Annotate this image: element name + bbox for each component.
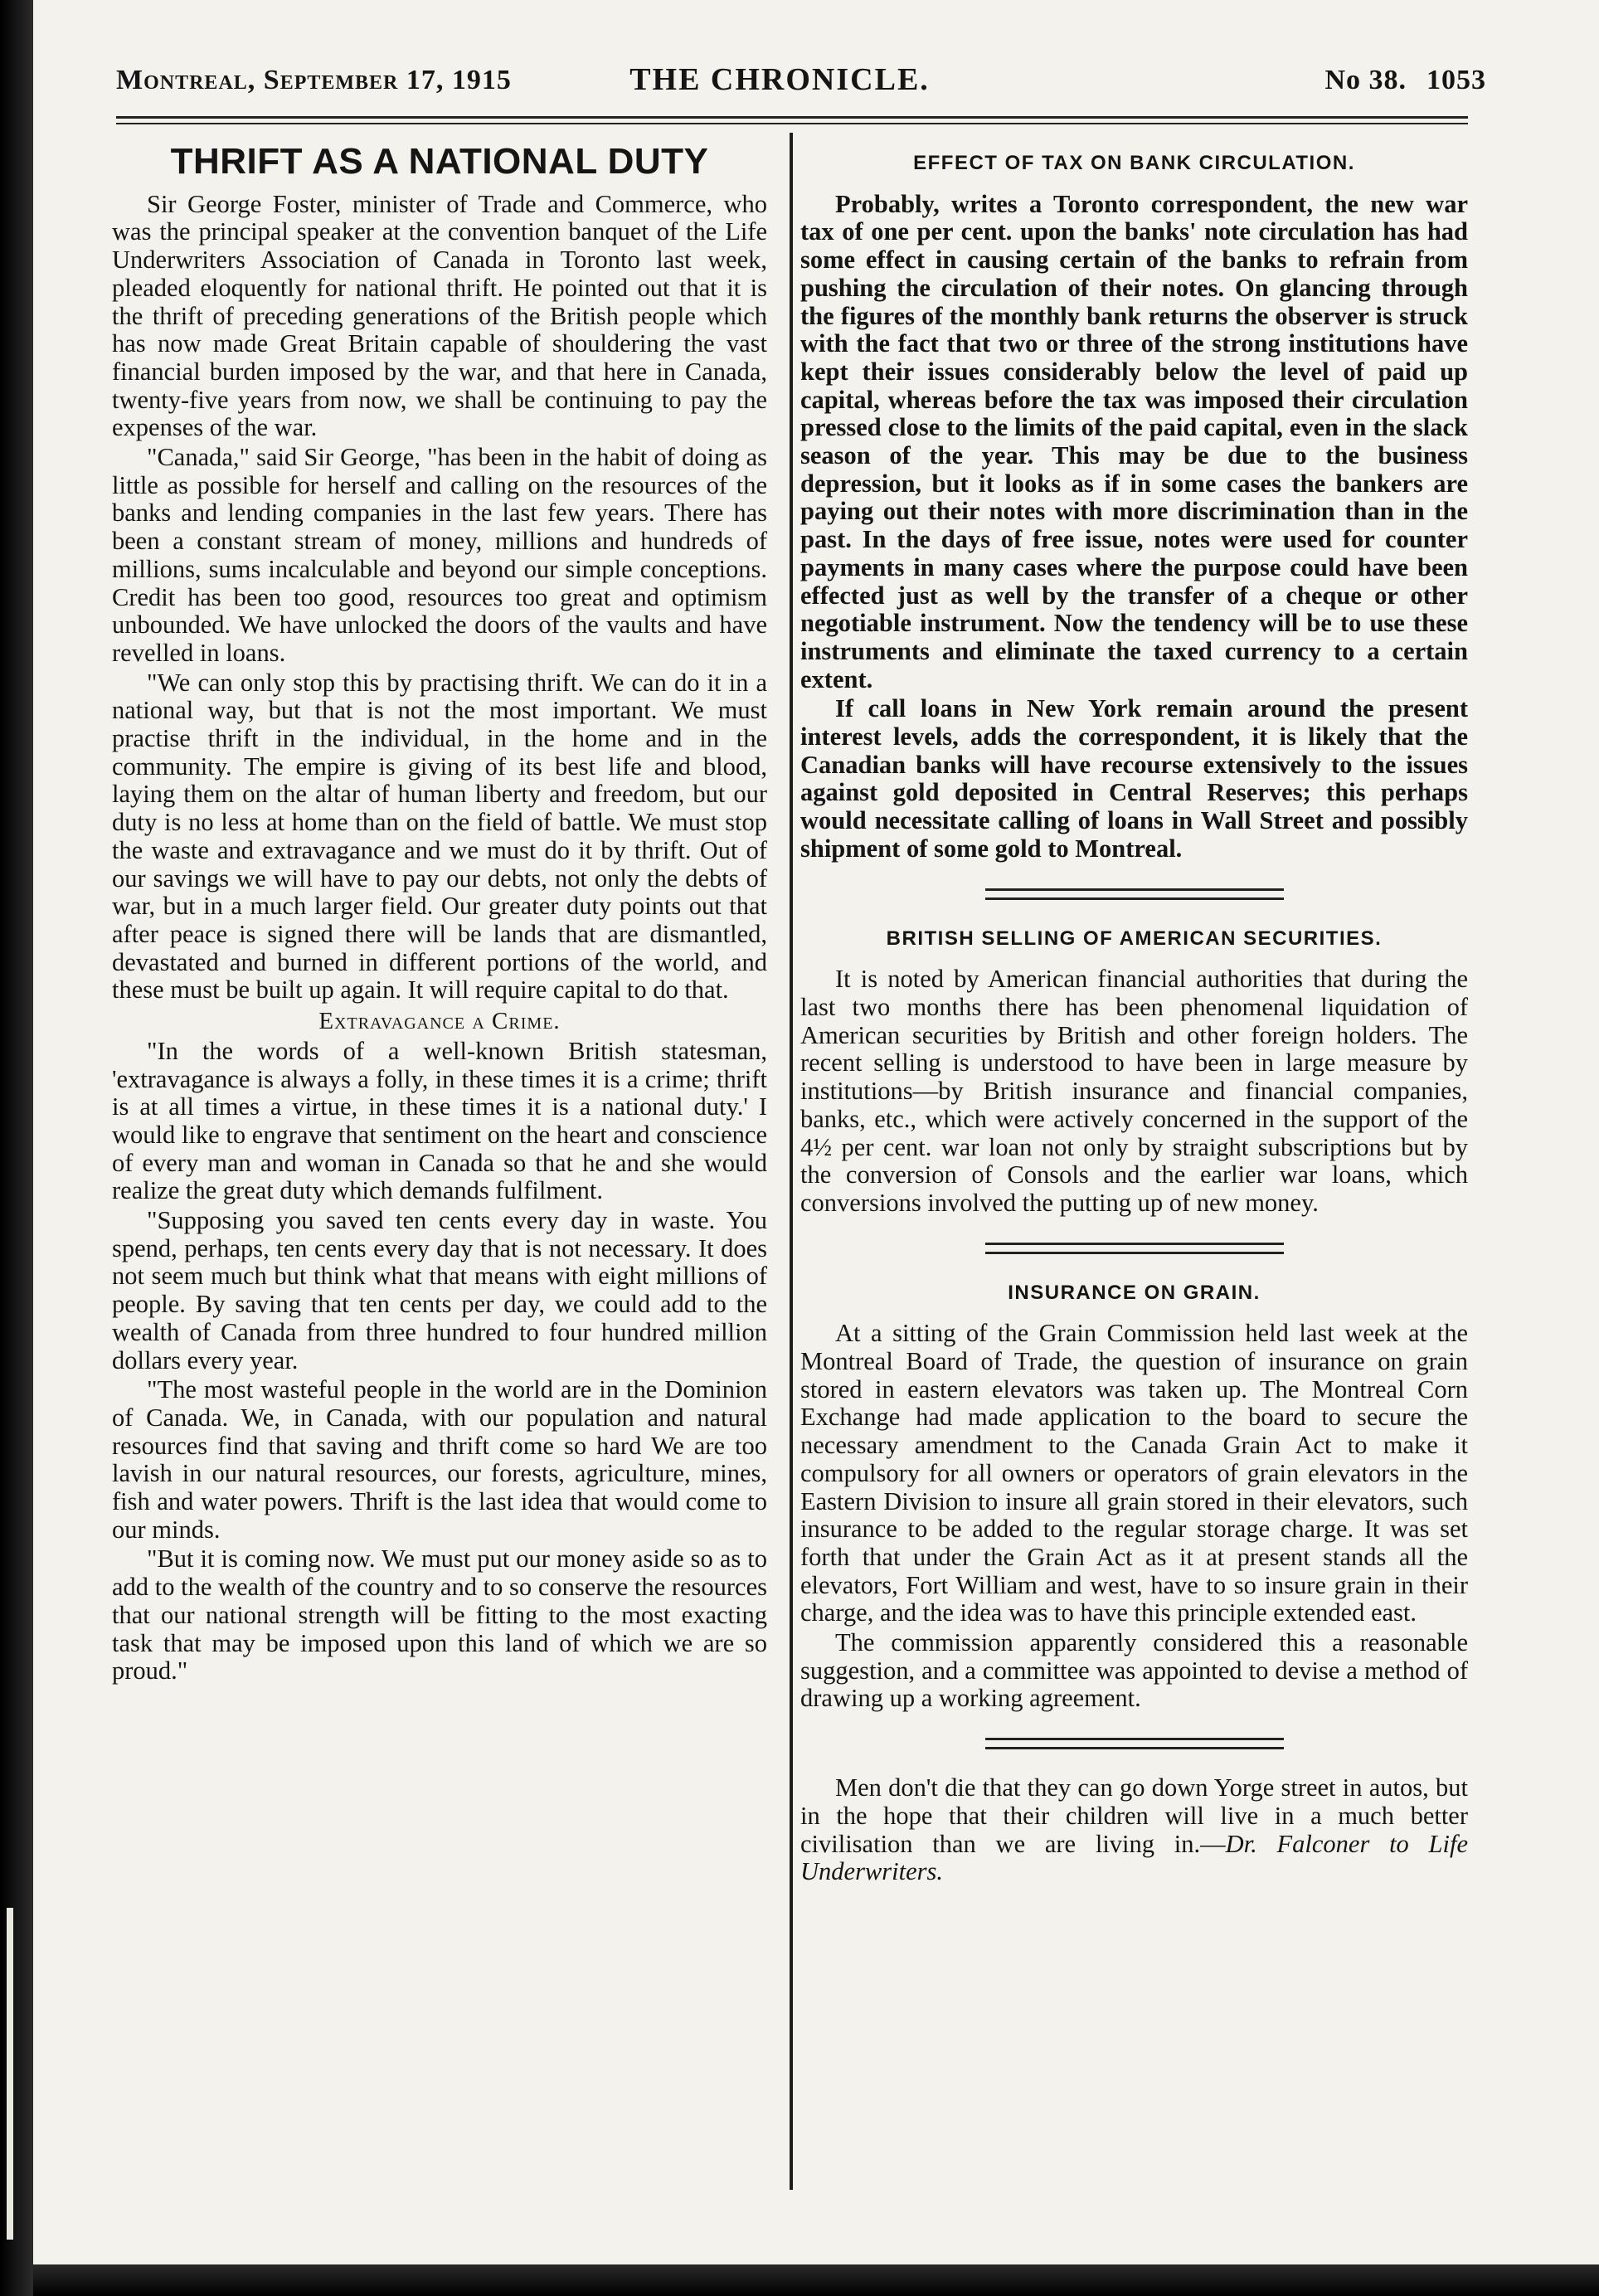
quote-text: Men don't die that they can go down Yorge street in autos, but in the hope that their children will live in a much better civilisation than we are living in.— <box>800 1773 1468 1858</box>
article-paragraph: Probably, writes a Toronto correspondent, the new war tax of one per cent. upon the banks' note circulation has had some effect in causing certain of the banks to refrain from pushing the circulation of their notes. On glancing through the figures of the monthly bank returns the observer is struck with the fact that two or three of the strong institutions have kept their issues considerably below the level of paid up capital, whereas before the tax was imposed their circulation pressed close to the limits of the paid capital, even in the slack season of the year. This may be due to the business depression, but it looks as if in some cases the bankers are paying out their notes with more discrimination than in the past. In the days of free issue, notes were used for counter payments in many cases where the purpose could have been effected just as well by the transfer of a cheque or other negotiable instrument. Now the tendency will be to use these instruments and eliminate the taxed currency to a certain extent. <box>800 189 1468 693</box>
binding-strip <box>7 1908 13 2240</box>
column-divider <box>790 133 793 2190</box>
right-column <box>800 141 1468 1886</box>
issue-number: No 38. <box>1324 65 1407 95</box>
masthead: THE CHRONICLE. <box>629 62 930 97</box>
section-title-bank-circulation: EFFECT OF TAX ON BANK CIRCULATION. <box>913 152 1355 174</box>
section-separator <box>985 1243 1284 1254</box>
article-paragraph: "Supposing you saved ten cents every day in waste. You spend, perhaps, ten cents every day that is not necessary. It does not seem much but think what that means with eight millions of people. By saving that ten cents per day, we could add to the wealth of Canada from three hundred to four hundred million dollars every year. <box>112 1206 767 1374</box>
section-separator <box>985 888 1284 900</box>
article-paragraph: "The most wasteful people in the world are in the Dominion of Canada. We, in Canada, with our population and natural resources find that saving and thrift come so hard We are too lavish in our natural resources, our forests, agriculture, mines, fish and water powers. Thrift is the last idea that would come to our minds. <box>112 1375 767 1544</box>
section-separator <box>985 1738 1284 1749</box>
section-title-grain-insurance: INSURANCE ON GRAIN. <box>1008 1281 1261 1304</box>
article-paragraph: Sir George Foster, minister of Trade and Commerce, who was the principal speaker at the convention banquet of the Life Underwriters Association of Canada in Toronto last week, pleaded eloquently for national thrift. He pointed out that it is the thrift of preceding generations of the British people which has now made Great Britain capable of shouldering the vast financial burden imposed by the war, and that here in Canada, twenty-five years from now, we shall be continuing to pay the expenses of the war. <box>112 189 767 442</box>
article-paragraph: The commission apparently considered this a reasonable suggestion, and a committee was appointed to devise a method of drawing up a working agreement. <box>800 1628 1468 1713</box>
closing-quote <box>800 1774 1468 1886</box>
quote-attribution: Dr. Falconer to Life Underwriters. <box>800 1829 1468 1886</box>
article-paragraph: "In the words of a well-known British statesman, 'extravagance is always a folly, in these times it is a crime; thrift is at all times a virtue, in these times it is a national duty.' I would like to engrave that sentiment on the heart and conscience of every man and woman in Canada so that he and she would realize the great duty which demands fulfilment. <box>112 1036 767 1205</box>
article-paragraph: "We can only stop this by practising thrift. We can do it in a national way, but that is not the most important. We must practise thrift in the individual, in the home and in the community. The empire is giving of its best life and blood, laying them on the altar of human liberty and freedom, but our duty is no less at home than on the field of battle. We must stop the waste and extravagance and we must do it by thrift. Out of our savings we will have to pay our debts, not only the debts of war, but in a much larger field. Our greater duty points out that after peace is signed there will be lands that are dismantled, devastated and burned in different portions of the world, and these must be built up again. It will require capital to do that. <box>112 668 767 1004</box>
article-paragraph: "But it is coming now. We must put our money aside so as to add to the wealth of the country and to so conserve the resources that our national strength will be fitting to the most exacting task that may be imposed upon this land of which we are so proud." <box>112 1544 767 1686</box>
dateline: Montreal, September 17, 1915 <box>116 65 512 95</box>
page-number: 1053 <box>1426 65 1486 95</box>
page-bottom-edge <box>33 2264 1599 2296</box>
page-header <box>83 62 1486 114</box>
section-body-bank-circulation <box>800 191 1468 863</box>
article-title: THRIFT AS A NATIONAL DUTY <box>170 141 709 182</box>
issue-and-page <box>1324 65 1486 96</box>
article-paragraph: "Canada," said Sir George, "has been in the habit of doing as little as possible for herself and calling on the resources of the banks and lending companies in the last few years. There has been a constant stream of money, millions and hundreds of millions, sums incalculable and beyond our simple conceptions. Credit has been too good, resources too great and optimism unbounded. We have unlocked the doors of the vaults and have revelled in loans. <box>112 443 767 667</box>
article-subhead: Extravagance a Crime. <box>318 1008 561 1035</box>
page-binding-edge <box>0 0 33 2296</box>
article-paragraph: It is noted by American financial authorities that during the last two months there has been phenomenal liquidation of American securities by British and other foreign holders. The recent selling is understood to have been in large measure by institutions—by British insurance and financial companies, banks, etc., which were actively concerned in the support of the 4½ per cent. war loan not only by straight subscriptions but by the conversion of Consols and the earlier war loans, which conversions involved the putting up of new money. <box>800 965 1468 1217</box>
header-rule <box>116 116 1468 124</box>
section-title-american-securities: BRITISH SELLING OF AMERICAN SECURITIES. <box>886 927 1383 950</box>
left-column <box>112 141 767 1686</box>
article-paragraph: If call loans in New York remain around the present interest levels, adds the correspondent, it is likely that the Canadian banks will have recourse extensively to the issues against gold deposited in Central Reserves; this perhaps would necessitate calling of loans in Wall Street and possibly shipment of some gold to Montreal. <box>800 694 1468 863</box>
article-paragraph: At a sitting of the Grain Commission held last week at the Montreal Board of Trade, the question of insurance on grain stored in eastern elevators was taken up. The Montreal Corn Exchange had made application to the board to secure the necessary amendment to the Canada Grain Act to make it compulsory for all owners or operators of grain elevators in the Eastern Division to insure all grain stored in their elevators, such insurance to be added to the regular storage charge. It was set forth that under the Grain Act as it at present stands all the elevators, Fort William and west, have to so insure grain in their charge, and the idea was to have this principle extended east. <box>800 1319 1468 1627</box>
